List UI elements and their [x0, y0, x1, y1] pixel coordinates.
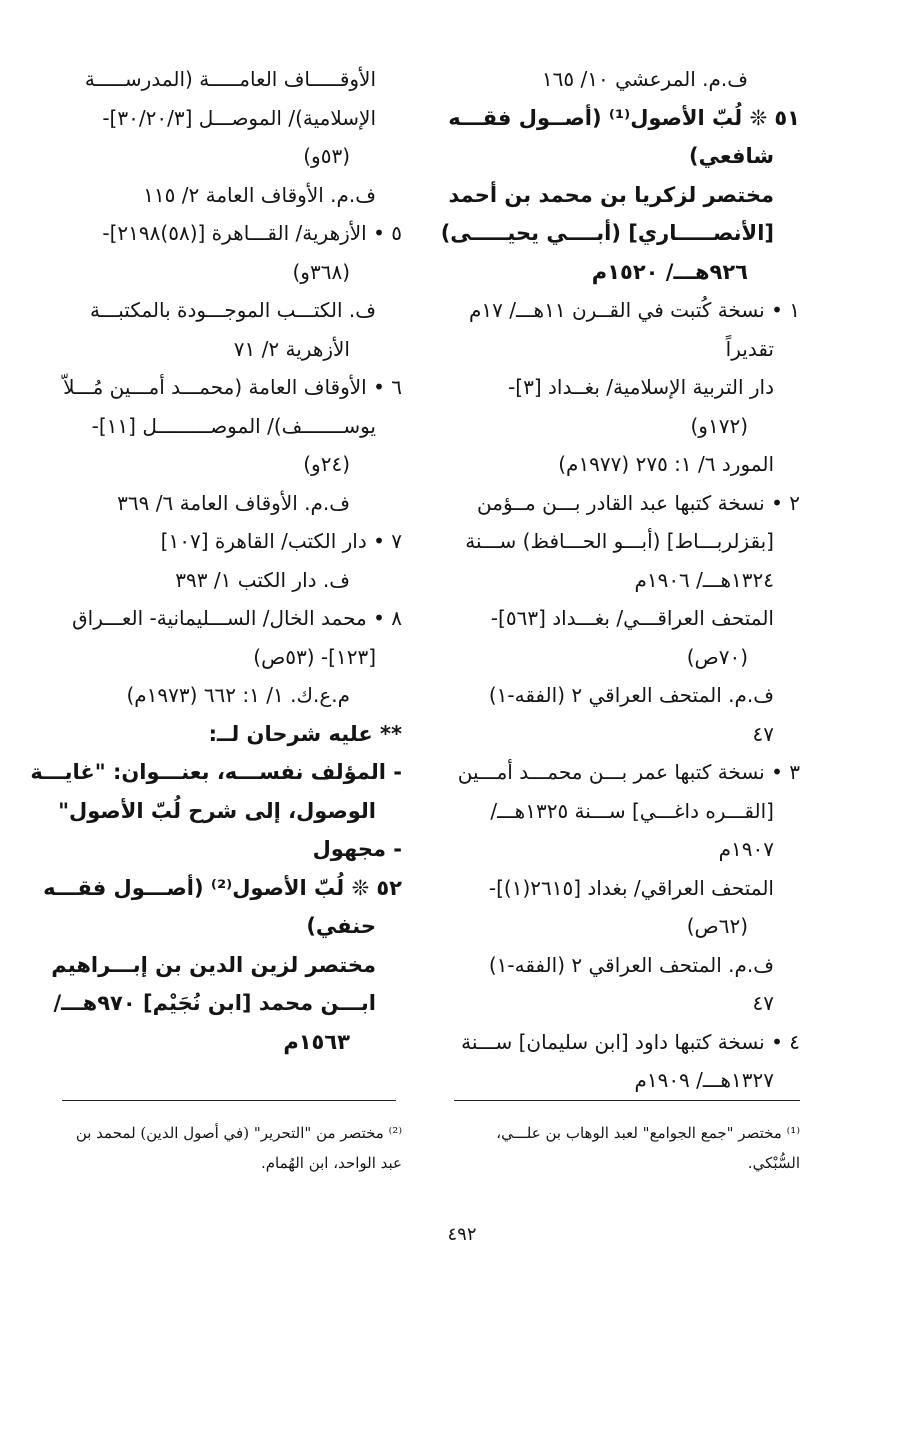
- text-line: يوســـــــف)/ الموصـــــــــل [١١]-: [91, 413, 376, 438]
- page-number: ٤٩٢: [447, 1224, 477, 1245]
- text-line: ٤٧: [752, 721, 774, 746]
- text-line: ⁽¹⁾ مختصر "جمع الجوامع" لعبد الوهاب بن علـــي،: [496, 1124, 800, 1142]
- text-line: المتحف العراقـــي/ بغـــداد [٥٦٣]-: [490, 606, 774, 630]
- text-line: ٥ • الأزهرية/ القـــاهرة [(٥٨)٢١٩٨]-: [102, 221, 402, 245]
- text-line: الوصول، إلى شرح لُبّ الأصول": [58, 798, 376, 823]
- text-line: تقديراً: [725, 336, 774, 361]
- text-line: عبد الواحد، ابن الهُمام.: [260, 1154, 402, 1172]
- text-line: ف. الكتـــب الموجـــودة بالمكتبـــة: [89, 298, 376, 322]
- text-line: المورد ٦/ ١: ٢٧٥ (١٩٧٧م): [558, 452, 774, 476]
- text-line: مختصر لزكريا بن محمد بن أحمد: [448, 182, 774, 207]
- text-line: ٣ • نسخة كتبها عمر بـــن محمـــد أمـــين: [457, 760, 800, 784]
- text-line: ف. دار الكتب ١/ ٣٩٣: [175, 567, 350, 592]
- text-line: الأزهرية ٢/ ٧١: [233, 336, 350, 361]
- text-line: (١٧٢و): [690, 413, 748, 438]
- text-line: ف.م. المرعشي ١٠/ ١٦٥: [541, 67, 748, 91]
- text-line: الأوقـــــاف العامـــــة (المدرســـــة: [84, 67, 376, 91]
- text-line: ٤ • نسخة كتبها داود [ابن سليمان] ســـنة: [461, 1029, 800, 1054]
- text-line: ٤٧: [752, 991, 774, 1015]
- footnote-left: [62, 1118, 402, 1178]
- text-line: (٢٤و): [303, 452, 350, 476]
- footnote-right: [448, 1118, 800, 1178]
- text-line: [١٢٣]- (٥٣ص): [253, 644, 376, 669]
- text-line: ف.م. المتحف العراقي ٢ (الفقه-١): [488, 952, 774, 977]
- text-line: م.ع.ك. ١/ ١: ٦٦٢ (١٩٧٣م): [126, 683, 350, 707]
- text-line: ٥١ ❊ لُبّ الأصول⁽¹⁾ (أصــول فقـــه: [448, 105, 800, 130]
- text-line: ٨ • محمد الخال/ الســـليمانية- العـــراق: [72, 606, 402, 630]
- text-line: ⁽²⁾ مختصر من "التحرير" (في أصول الدين) لمحمد بن: [75, 1124, 402, 1142]
- right-column: [440, 60, 800, 1100]
- text-line: الإسلامية)/ الموصـــل [٣٠/٢٠/٣]-: [102, 105, 376, 130]
- text-line: - المؤلف نفســـه، بعنـــوان: "غايـــة: [30, 760, 402, 784]
- text-line: ١٩٠٧م: [718, 837, 774, 861]
- text-line: المتحف العراقي/ بغداد [٢٦١٥(١)]-: [488, 875, 774, 900]
- text-line: [الأنصـــــاري] (أبــــي يحيـــــى): [440, 221, 774, 245]
- text-line: ** عليه شرحان لــ:: [208, 721, 402, 746]
- text-line: ١ • نسخة كُتبت في القــرن ١١هـــ/ ١٧م: [469, 298, 800, 322]
- text-line: حنفي): [306, 914, 376, 938]
- text-line: [بقزلربـــاط] (أبـــو الحـــافظ) ســـنة: [465, 529, 774, 553]
- text-line: مختصر لزين الدين بن إبـــراهيم: [51, 952, 376, 977]
- text-line: ٩٢٦هـــ/ ١٥٢٠م: [591, 259, 748, 284]
- text-line: (٥٣و): [303, 144, 350, 168]
- text-line: ٧ • دار الكتب/ القاهرة [١٠٧]: [160, 529, 402, 553]
- text-line: ١٣٢٧هـــ/ ١٩٠٩م: [634, 1068, 774, 1092]
- text-line: السُّبْكي.: [747, 1154, 800, 1172]
- text-line: ف.م. الأوقاف العامة ٦/ ٣٦٩: [117, 490, 350, 515]
- text-line: (٦٢ص): [686, 914, 748, 938]
- text-line: ١٣٢٤هـــ/ ١٩٠٦م: [634, 567, 774, 592]
- text-line: ٥٢ ❊ لُبّ الأصول⁽²⁾ (أصـــول فقـــه: [43, 875, 402, 900]
- footnote-divider-right: [454, 1100, 800, 1101]
- text-line: ابـــن محمد [ابن نُجَيْم] ٩٧٠هـــ/: [53, 991, 376, 1015]
- footnote-divider-left: [62, 1100, 396, 1101]
- text-line: [القـــره داغـــي] ســـنة ١٣٢٥هـــ/: [490, 798, 774, 823]
- text-line: - مجهول: [312, 837, 402, 861]
- text-line: ٢ • نسخة كتبها عبد القادر بـــن مــؤمن: [477, 490, 800, 515]
- left-column: [30, 60, 402, 1061]
- text-line: ف.م. المتحف العراقي ٢ (الفقه-١): [488, 683, 774, 707]
- text-line: ف.م. الأوقاف العامة ٢/ ١١٥: [143, 182, 376, 207]
- text-line: ٦ • الأوقاف العامة (محمـــد أمـــين مُـــلاّ: [63, 375, 402, 399]
- text-line: دار التربية الإسلامية/ بغــداد [٣]-: [508, 375, 774, 399]
- text-line: ١٥٦٣م: [283, 1029, 350, 1054]
- text-line: شافعي): [689, 144, 774, 168]
- text-line: (٣٦٨و): [292, 259, 350, 284]
- text-line: (٧٠ص): [686, 644, 748, 669]
